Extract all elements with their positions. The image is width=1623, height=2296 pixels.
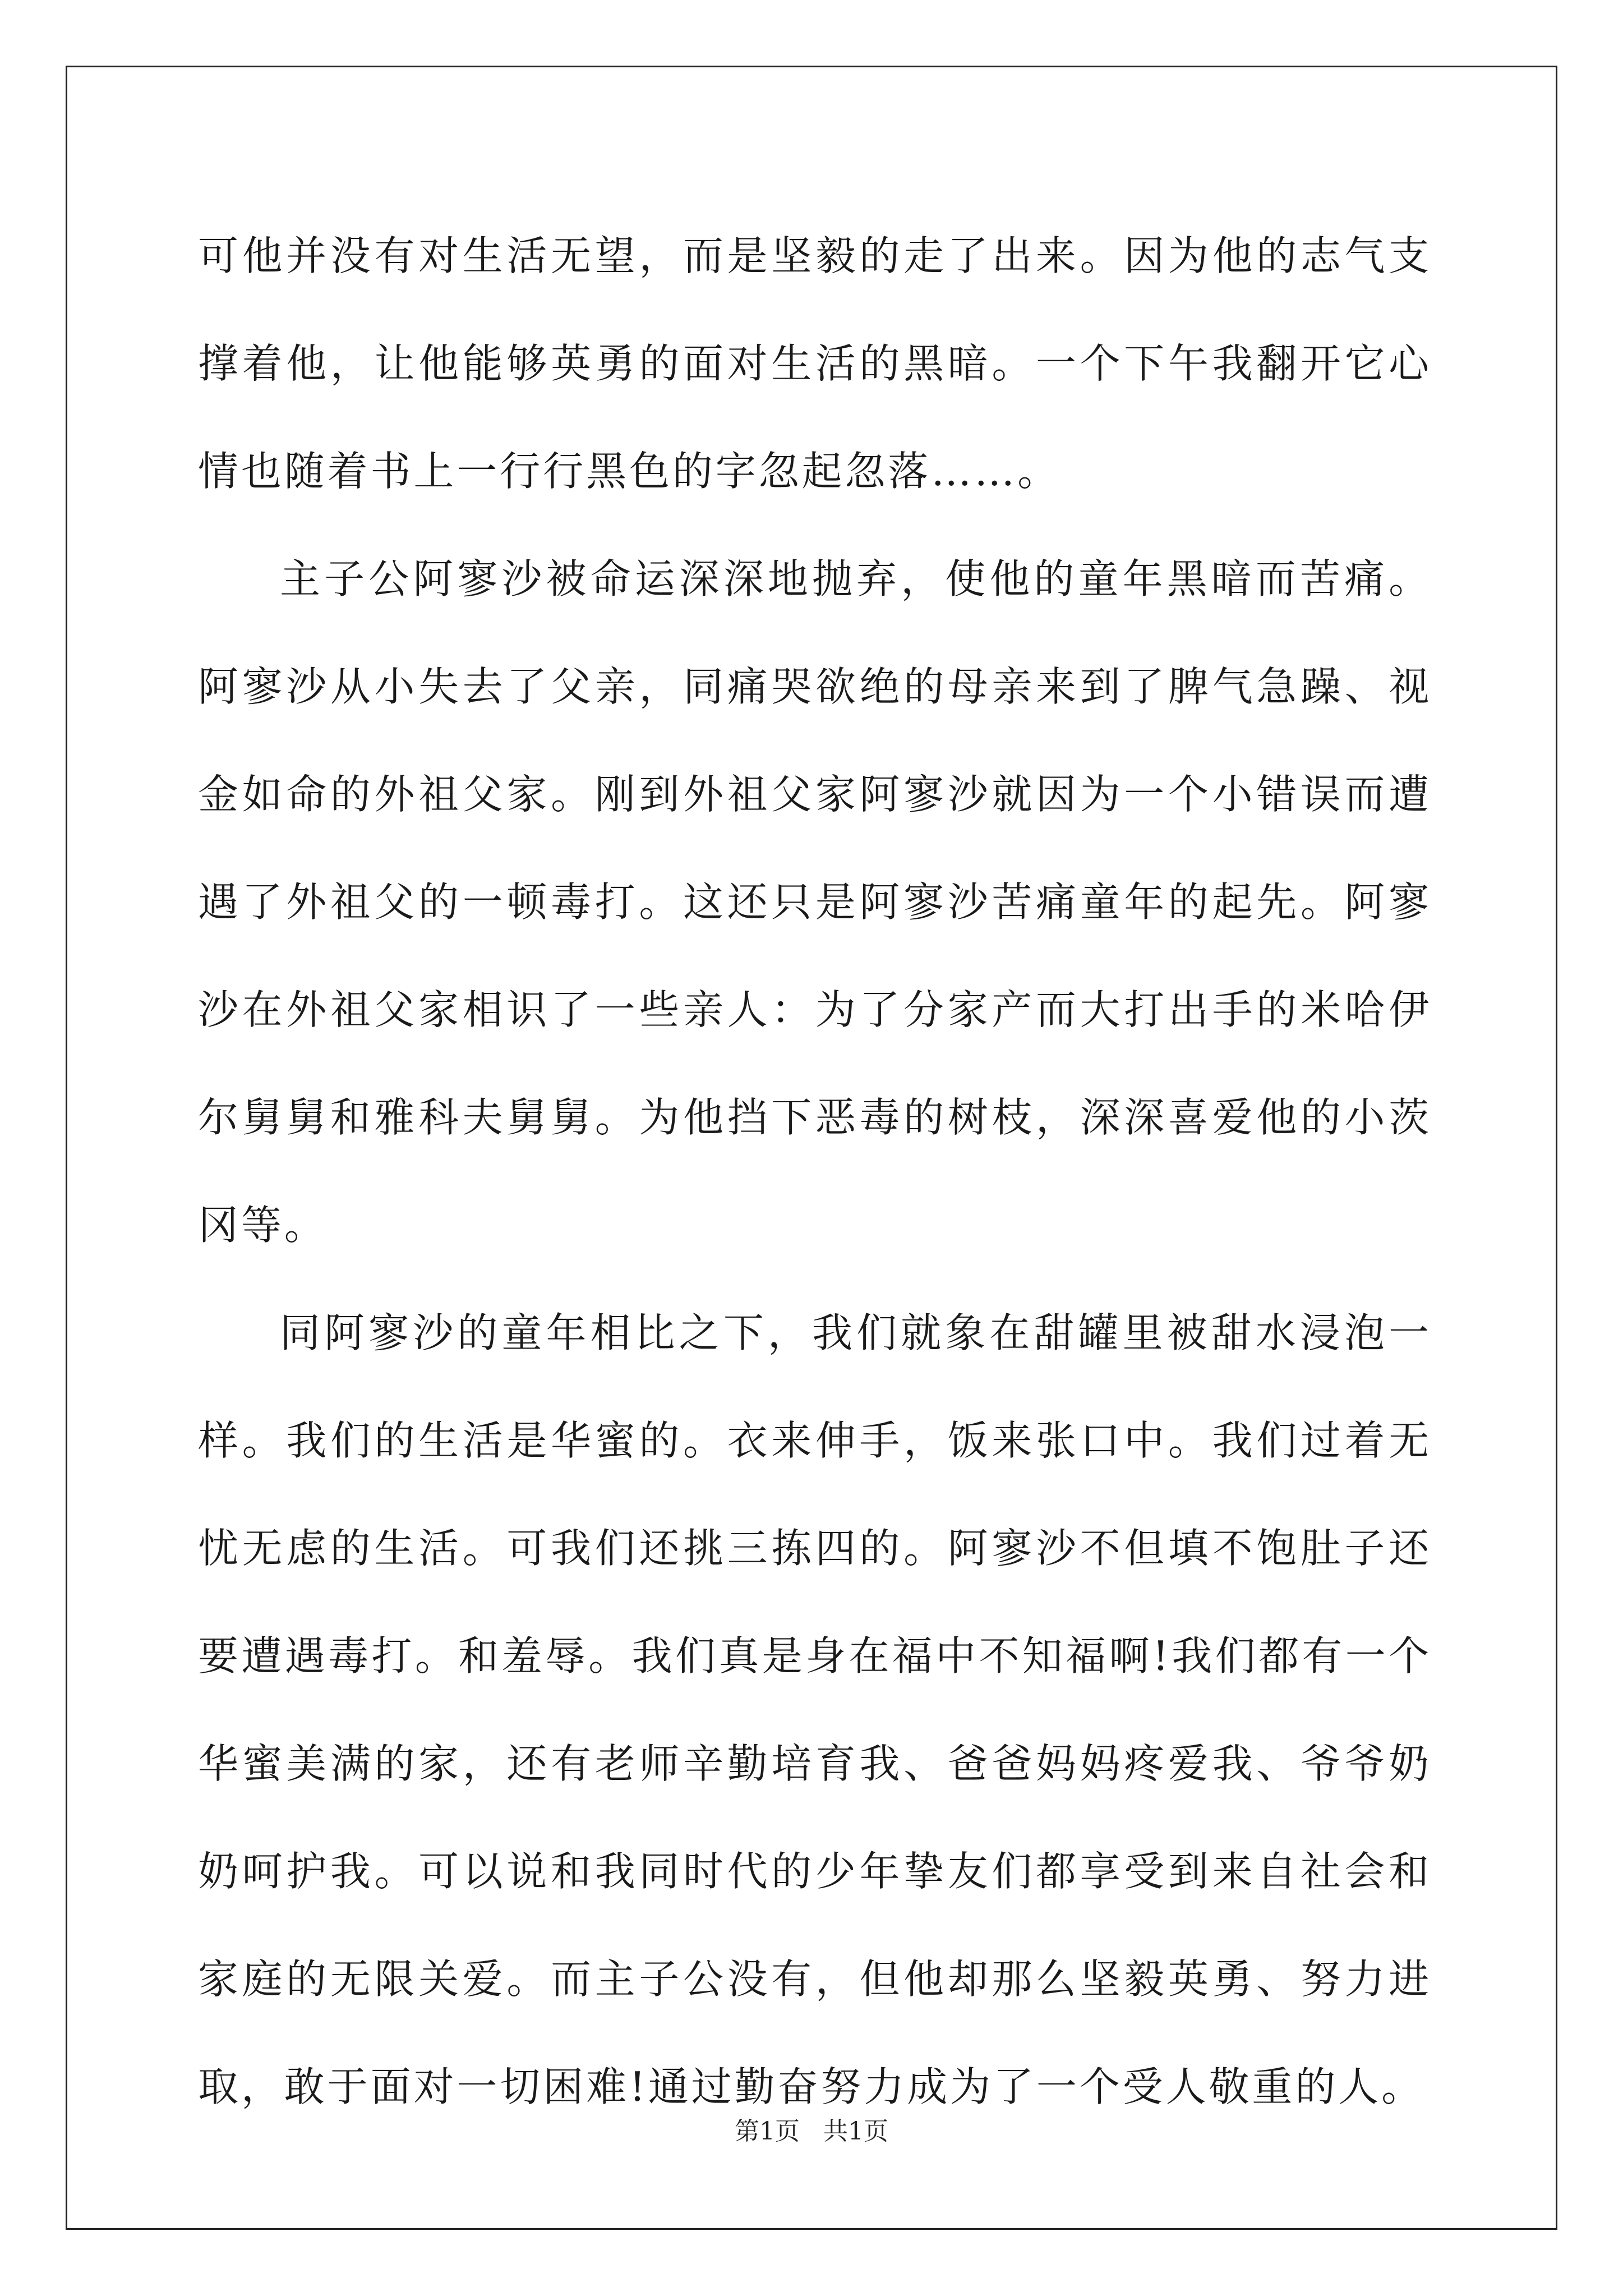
footer-spacer [800, 2117, 823, 2146]
page-total: 共1页 [823, 2117, 888, 2146]
page-number: 第1页 [735, 2117, 800, 2146]
paragraph-1: 可他并没有对生活无望，而是坚毅的走了出来。因为他的志气支撑着他，让他能够英勇的面对生活的黑暗。一个下午我翻开它心情也随着书上一行行黑色的字忽起忽落……。 [198, 232, 1432, 495]
document-body [198, 202, 1432, 2141]
paragraph-2: 主子公阿寥沙被命运深深地抛弃，使他的童年黑暗而苦痛。阿寥沙从小失去了父亲，同痛哭欲绝的母亲来到了脾气急躁、视金如命的外祖父家。刚到外祖父家阿寥沙就因为一个小错误而遭遇了外祖父的一顿毒打。这还只是阿寥沙苦痛童年的起先。阿寥沙在外祖父家相识了一些亲人：为了分家产而大打出手的米哈伊尔舅舅和雅科夫舅舅。为他挡下恶毒的树枝，深深喜爱他的小茨冈等。 [198, 555, 1432, 1249]
paragraph-3: 同阿寥沙的童年相比之下，我们就象在甜罐里被甜水浸泡一样。我们的生活是华蜜的。衣来伸手，饭来张口中。我们过着无忧无虑的生活。可我们还挑三拣四的。阿寥沙不但填不饱肚子还要遭遇毒打。和羞辱。我们真是身在福中不知福啊!我们都有一个华蜜美满的家，还有老师辛勤培育我、爸爸妈妈疼爱我、爷爷奶奶呵护我。可以说和我同时代的少年挚友们都享受到来自社会和家庭的无限关爱。而主子公没有，但他却那么坚毅英勇、努力进取，敢于面对一切困难!通过勤奋努力成为了一个受人敬重的人。 [198, 1309, 1432, 2110]
page-footer [0, 2115, 1623, 2148]
